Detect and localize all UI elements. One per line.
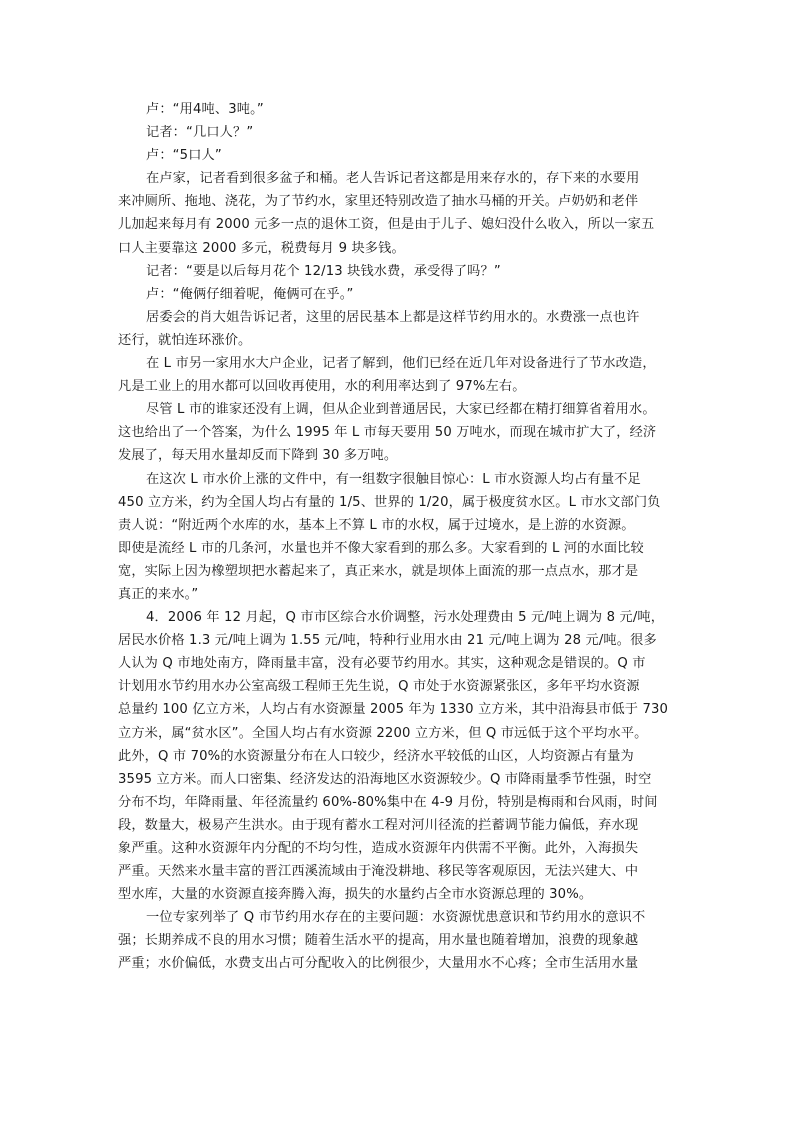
text-line: 卢：“用4吨、3吨。” (146, 102, 264, 117)
text-line: 3595 立方米。而人口密集、经济发达的沿海地区水资源较少。Q 市降雨量季节性强，时空 (118, 771, 652, 787)
text-line: 居民水价格 1.3 元/吨上调为 1.55 元/吨，特种行业用水由 21 元/吨上调为 28 元/吨。很多 (118, 633, 657, 649)
document-page (118, 98, 678, 976)
text-line: 在卢家，记者看到很多盆子和桶。老人告诉记者这都是用来存水的，存下来的水要用 (146, 171, 640, 187)
text-line: 口人主要靠这 2000 多元，税费每月 9 块多钱。 (118, 240, 405, 256)
text-line: 记者：“要是以后每月花个 12/13 块钱水费，承受得了吗？” (146, 263, 501, 279)
text-line: 宽，实际上因为橡塑坝把水蓄起来了，真正来水，就是坝体上面流的那一点点水，那才是 (118, 563, 639, 579)
text-line: 4．2006 年 12 月起，Q 市市区综合水价调整，污水处理费由 5 元/吨上调为 8 元/吨， (146, 610, 665, 626)
text-line: 段，数量大，极易产生洪水。由于现有蓄水工程对河川径流的拦蓄调节能力偏低，弃水现 (118, 817, 639, 833)
text-line: 发展了，每天用水量却反而下降到 30 多万吨。 (118, 448, 398, 464)
text-line: 记者：“几口人？” (146, 125, 254, 141)
text-line: 总量约 100 亿立方米，人均占有水资源量 2005 年为 1330 立方米，其中沿海县市低于 730 (118, 702, 669, 718)
text-line: 一位专家列举了 Q 市节约用水存在的主要问题：水资源忧患意识和节约用水的意识不 (146, 910, 646, 926)
text-line: 还行，就怕连环涨价。 (118, 332, 252, 348)
text-line: 在这次 L 市水价上涨的文件中，有一组数字很触目惊心：L 市水资源人均占有量不足 (146, 471, 641, 487)
text-line: 儿加起来每月有 2000 元多一点的退休工资，但是由于儿子、媳妇没什么收入，所以一家五 (118, 217, 655, 233)
text-line: 责人说：“附近两个水库的水，基本上不算 L 市的水权，属于过境水，是上游的水资源。 (118, 517, 635, 533)
text-line: 真正的来水。” (118, 586, 199, 602)
text-line: 象严重。这种水资源年内分配的不均匀性，造成水资源年内供需不平衡。此外，入海损失 (118, 841, 639, 856)
text-line: 450 立方米，约为全国人均占有量的 1/5、世界的 1/20，属于极度贫水区。L 市水文部门负 (118, 494, 661, 510)
text-line: 卢：“5口人” (146, 148, 222, 164)
text-line: 尽管 L 市的谁家还没有上调，但从企业到普通居民，大家已经都在精打细算省着用水。 (146, 402, 656, 418)
text-line: 来冲厕所、拖地、浇花，为了节约水，家里还特别改造了抽水马桶的开关。卢奶奶和老伴 (118, 194, 639, 210)
text-line: 严重；水价偏低，水费支出占可分配收入的比例很少，大量用水不心疼；全市生活用水量 (118, 956, 639, 972)
text-line: 严重。天然来水量丰富的晋江西溪流域由于淹没耕地、移民等客观原因，无法兴建大、中 (118, 864, 639, 880)
text-line: 计划用水节约用水办公室高级工程师王先生说，Q 市处于水资源紧张区，多年平均水资源 (118, 679, 640, 695)
text-line: 卢：“俺俩仔细着呢，俺俩可在乎。” (146, 286, 354, 302)
text-line: 立方米，属“贫水区”。全国人均占有水资源 2200 立方米，但 Q 市远低于这个平均水平。 (118, 725, 648, 741)
text-line: 这也给出了一个答案，为什么 1995 年 L 市每天要用 50 万吨水，而现在城市扩大了，经济 (118, 425, 657, 441)
text-line: 在 L 市另一家用水大户企业，记者了解到，他们已经在近几年对设备进行了节水改造， (146, 356, 656, 372)
text-line: 凡是工业上的用水都可以回收再使用，水的利用率达到了 97%左右。 (118, 379, 526, 395)
text-line: 此外，Q 市 70%的水资源量分布在人口较少，经济水平较低的山区，人均资源占有量为 (118, 748, 634, 764)
text-line: 型水库，大量的水资源直接奔腾入海，损失的水量约占全市水资源总理的 30%。 (118, 887, 593, 903)
text-line: 即使是流经 L 市的几条河，水量也并不像大家看到的那么多。大家看到的 L 河的水面比较 (118, 540, 644, 556)
text-line: 强；长期养成不良的用水习惯；随着生活水平的提高，用水量也随着增加，浪费的现象越 (118, 933, 639, 949)
text-line: 人认为 Q 市地处南方，降雨量丰富，没有必要节约用水。其实，这种观念是错误的。Q 市 (118, 656, 646, 672)
text-line: 分布不均，年降雨量、年径流量约 60%-80%集中在 4-9 月份，特别是梅雨和台风雨，时间 (118, 794, 658, 810)
text-line: 居委会的肖大姐告诉记者，这里的居民基本上都是这样节约用水的。水费涨一点也许 (146, 309, 640, 325)
